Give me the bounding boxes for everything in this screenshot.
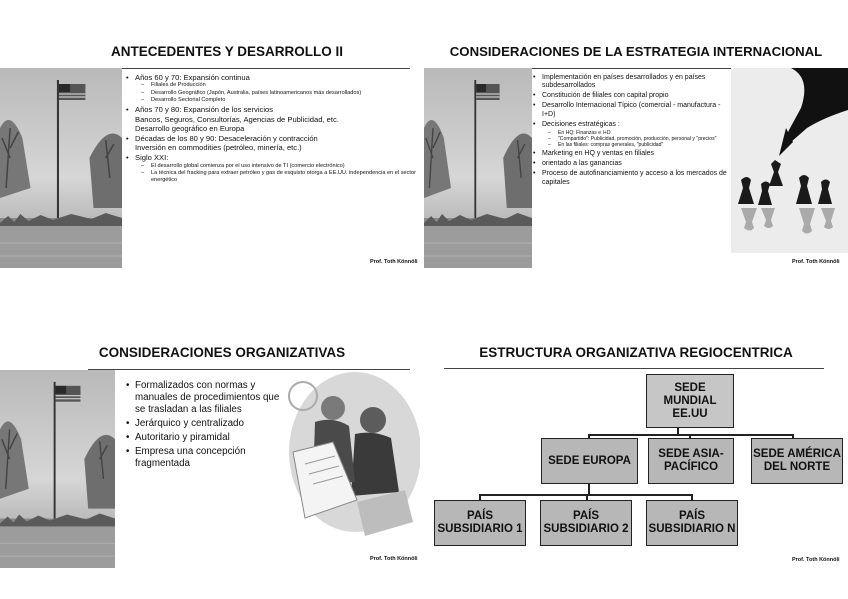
title-rule — [444, 368, 824, 369]
meeting-image — [285, 372, 420, 542]
bullet-list — [125, 378, 290, 470]
bullet-item: • Implementación en países desarrollados y en países subdesarrollados — [532, 74, 730, 91]
bullet-item: • Decisiones estratégicas : — [532, 121, 730, 130]
slide-title: CONSIDERACIONES DE LA ESTRATEGIA INTERNACIONAL — [449, 44, 823, 59]
slide-consideraciones-organizativas — [0, 300, 424, 599]
connector — [588, 434, 794, 436]
sub-bullet-item: – El desarrollo global comienza por el uso intensivo de TI (comercio electrónico) — [125, 163, 420, 170]
slide-title: ESTRUCTURA ORGANIZATIVA REGIOCENTRICA — [479, 345, 793, 360]
org-box-region: SEDE EUROPA — [541, 438, 638, 484]
chess-photo — [731, 68, 848, 253]
bullet-item: • Desarrollo Internacional Típico (comercial - manufactura - I+D) — [532, 102, 730, 119]
bullet-item: • Empresa una concepción fragmentada — [125, 446, 290, 470]
bullet-item: • Formalizados con normas y manuales de procedimientos que se trasladan a las filiales — [125, 380, 290, 416]
org-box-subsidiary: PAÍS SUBSIDIARIO 2 — [540, 500, 632, 546]
flagpole-image — [0, 370, 115, 568]
org-box-subsidiary: PAÍS SUBSIDIARIO 1 — [434, 500, 526, 546]
slide-estructura-regiocentrica — [424, 300, 848, 599]
bullet-item: • Autoritario y piramidal — [125, 432, 290, 444]
bullet-item: • Siglo XXI: — [125, 153, 420, 162]
slide-footer: Prof. Toth Könnöli — [370, 556, 418, 562]
sub-bullet-item: – En las filiales: compras generales, "publicidad" — [532, 142, 730, 148]
flag-photo — [0, 370, 115, 568]
bullet-item: • Jerárquico y centralizado — [125, 418, 290, 430]
sub-bullet-item: – Desarrollo Geográfico (Japón, Australia, países latinoamericanos más desarrollados) — [125, 90, 420, 97]
sub-bullet-item: – Filiales de Producción — [125, 82, 420, 89]
sub-bullet-item: – "Compartido": Publicidad, promoción, producción, personal y "precios" — [532, 136, 730, 142]
bullet-item: • Años 70 y 80: Expansión de los servicios Bancos, Seguros, Consultorías, Agencias de Publicidad, etc. Desarrollo geográfico en Europa — [125, 105, 420, 133]
slide-antecedentes — [0, 0, 424, 299]
sub-bullet-item: – Desarrollo Sectorial Completo — [125, 97, 420, 104]
title-rule — [88, 369, 410, 370]
bullet-item: • Proceso de autofinanciamiento y acceso a los mercados de capitales — [532, 170, 730, 187]
title-rule — [90, 68, 410, 69]
sub-bullet-item: – La técnica del fracking para extraer petróleo y gas de esquisto otorga a EE.UU. independencia en el sector energético — [125, 170, 420, 185]
slide-title: ANTECEDENTES Y DESARROLLO II — [110, 44, 344, 59]
flag-photo — [424, 68, 532, 268]
slide-estrategia-internacional — [424, 0, 848, 299]
org-box-region: SEDE ASIA- PACÍFICO — [648, 438, 734, 484]
sub-bullet-item: – En HQ: Finanzas e I+D — [532, 130, 730, 136]
bullet-item: • Décadas de los 80 y 90: Desaceleración y contracción Inversión en commodities (petróleo, minería, etc.) — [125, 134, 420, 152]
org-box-subsidiary: PAÍS SUBSIDIARIO N — [646, 500, 738, 546]
bullet-item: • Años 60 y 70: Expansión continua — [125, 73, 420, 82]
flag-photo — [0, 68, 122, 268]
chess-hand-image — [731, 68, 848, 253]
slide-footer: Prof. Toth Könnöli — [792, 557, 840, 563]
bullet-list — [125, 72, 420, 185]
slide-title: CONSIDERACIONES ORGANIZATIVAS — [98, 345, 346, 360]
bullet-item: • Constitución de filiales con capital propio — [532, 92, 730, 101]
bullet-item: • orientado a las ganancias — [532, 160, 730, 169]
org-box-hq: SEDE MUNDIAL EE.UU — [646, 374, 734, 428]
office-photo — [285, 372, 420, 542]
slide-footer: Prof. Toth Könnöli — [792, 259, 840, 265]
flagpole-image — [424, 68, 532, 268]
bullet-list — [532, 72, 730, 188]
slide-footer: Prof. Toth Könnöli — [370, 259, 418, 265]
org-box-region: SEDE AMÉRICA DEL NORTE — [751, 438, 843, 484]
flagpole-image — [0, 68, 122, 268]
bullet-item: • Marketing en HQ y ventas en filiales — [532, 150, 730, 159]
